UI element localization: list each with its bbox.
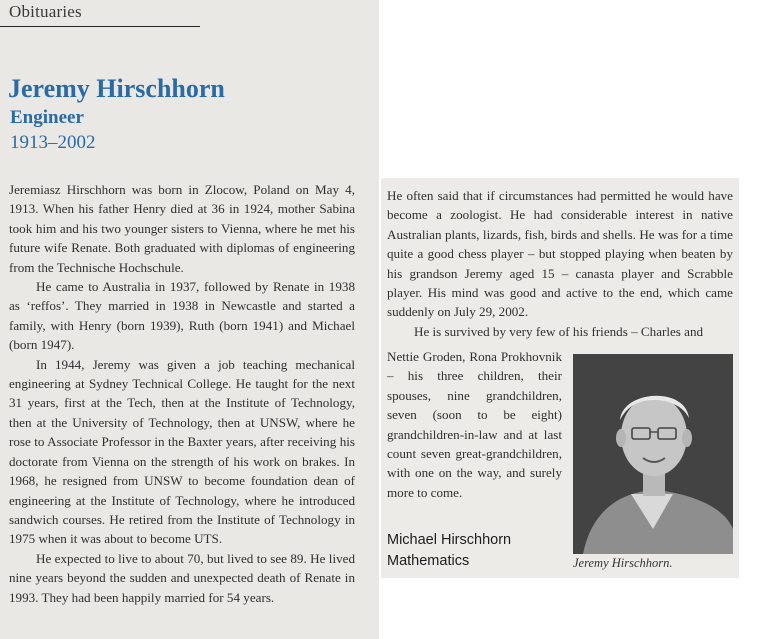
- left-column: [9, 180, 355, 607]
- paragraph: Jeremiasz Hirschhorn was born in Zlocow, Poland on May 4, 1913. When his father Henry died at 36 in 1924, mother Sabina took him and his two younger sisters to Vienna, where he met his future wife Renate. Both graduated with diplomas of engineering from the Technische Hochschule.: [9, 182, 355, 275]
- person-name: Jeremy Hirschhorn: [8, 74, 225, 103]
- person-years: 1913–2002: [10, 132, 96, 153]
- section-heading: Obituaries: [9, 2, 82, 21]
- photo-caption: Jeremy Hirschhorn.: [573, 556, 673, 570]
- paragraph: Nettie Groden, Rona Prokhovnik – his three children, their spouses, nine grandchildren, seven (soon to be eight) grandchildren-in-law and at last count seven great-grandchildren, with one on the way, and surely more to come.: [387, 349, 562, 500]
- paragraph: He came to Australia in 1937, followed by Renate in 1938 as ‘reffos’. They married in 1938 in Newcastle and started a family, with Henry (born 1939), Ruth (born 1941) and Michael (born 1947).: [9, 279, 355, 353]
- person-role: Engineer: [10, 107, 84, 128]
- author-department: Mathematics: [387, 553, 470, 569]
- portrait-photo: [573, 354, 733, 554]
- portrait-image: [573, 354, 733, 554]
- wrapped-paragraph: [387, 347, 562, 502]
- paragraph: He is survived by very few of his friends – Charles and: [414, 323, 704, 339]
- author-name: Michael Hirschhorn: [387, 532, 512, 548]
- paragraph: He often said that if circumstances had permitted he would have become a zoologist. He had considerable interest in native Australian plants, lizards, fish, birds and shells. He was for a time quite a good chess player – but stopped playing when beaten by his grandson Jeremy aged 15 – canasta player and Scrabble player. His mind was good and active to the end, which came suddenly on July 29, 2002.: [387, 188, 733, 320]
- section-rule: [0, 26, 200, 27]
- paragraph: In 1944, Jeremy was given a job teaching mechanical engineering at Sydney Technical College. He taught for the next 31 years, first at the Tech, then at the Institute of Technology, then at the University of Technology, then at UNSW, where he rose to Associate Professor in the Baxter years, after receiving his doctorate from Vienna on the strength of his work on brakes. In 1968, he resigned from UNSW to become foundation dean of engineering at the Institute of Technology, where he introduced sandwich courses. He retired from the Institute of Technology in 1975 when it was about to become UTS.: [9, 356, 355, 547]
- paragraph: He expected to live to about 70, but lived to see 89. He lived nine years beyond the sudden and unexpected death of Renate in 1993. They had been happily married for 54 years.: [9, 550, 355, 605]
- right-column: [387, 186, 733, 341]
